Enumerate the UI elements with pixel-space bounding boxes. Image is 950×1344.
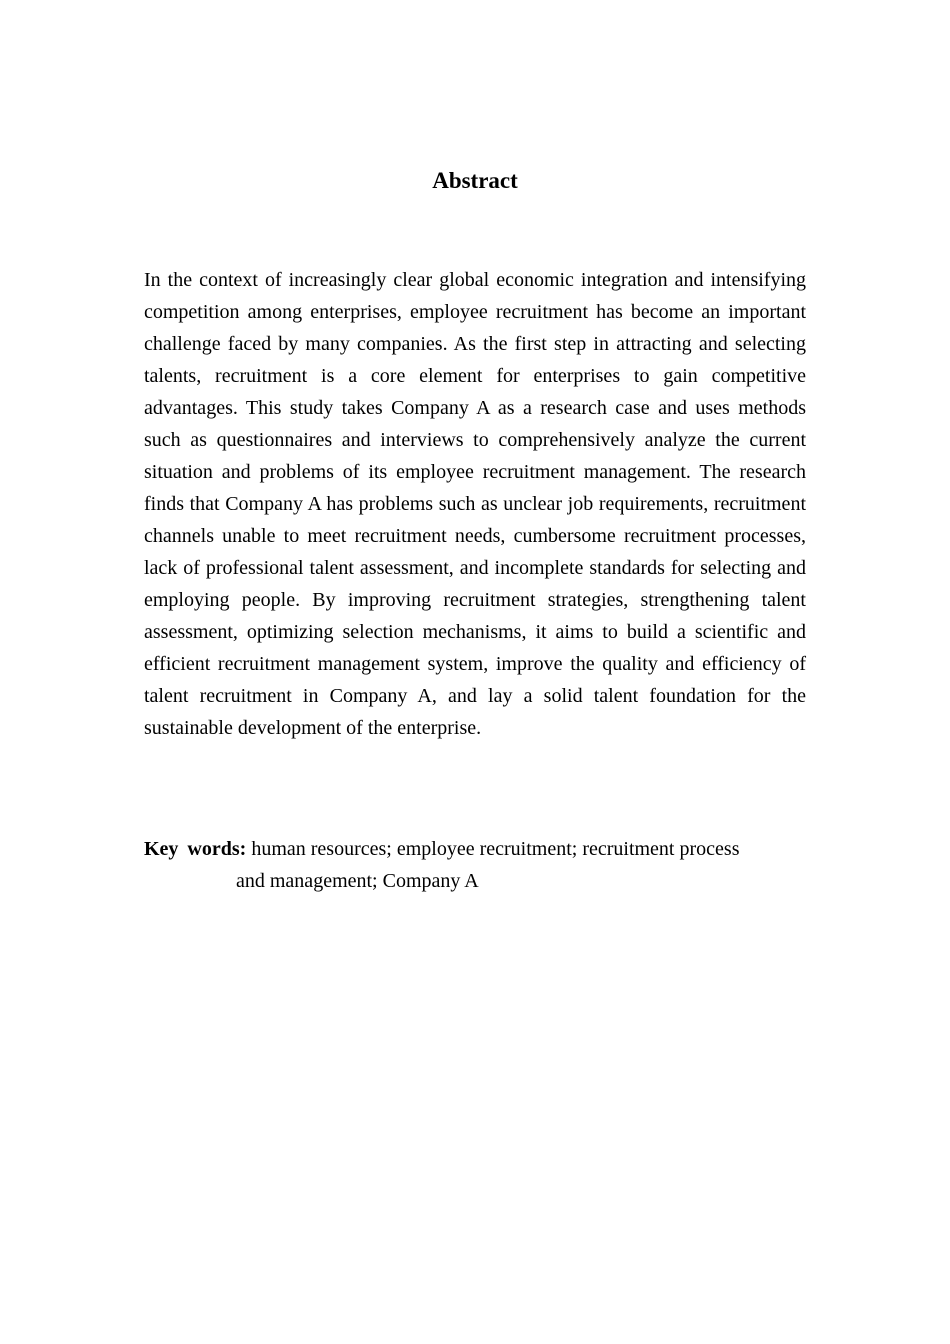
keywords-line-2: and management; Company A bbox=[236, 870, 479, 892]
abstract-body-paragraph: In the context of increasingly clear global economic integration and intensifying competition among enterprises, employee recruitment has become an important challenge faced by many companies. As the first step in attracting and selecting talents, recruitment is a core element for enterprises to gain competitive advantages. This study takes Company A as a research case and uses methods such as questionnaires and interviews to comprehensively analyze the current situation and problems of its employee recruitment management. The research finds that Company A has problems such as unclear job requirements, recruitment channels unable to meet recruitment needs, cumbersome recruitment processes, lack of professional talent assessment, and incomplete standards for selecting and employing people. By improving recruitment strategies, strengthening talent assessment, optimizing selection mechanisms, it aims to build a scientific and efficient recruitment management system, improve the quality and efficiency of talent recruitment in Company A, and lay a solid talent foundation for the sustainable development of the enterprise. bbox=[144, 269, 806, 739]
keywords-section bbox=[144, 833, 806, 897]
abstract-title: Abstract bbox=[432, 168, 518, 193]
keywords-line-1: human resources; employee recruitment; recruitment process bbox=[251, 838, 740, 860]
keywords-label: Key words: bbox=[144, 838, 247, 860]
